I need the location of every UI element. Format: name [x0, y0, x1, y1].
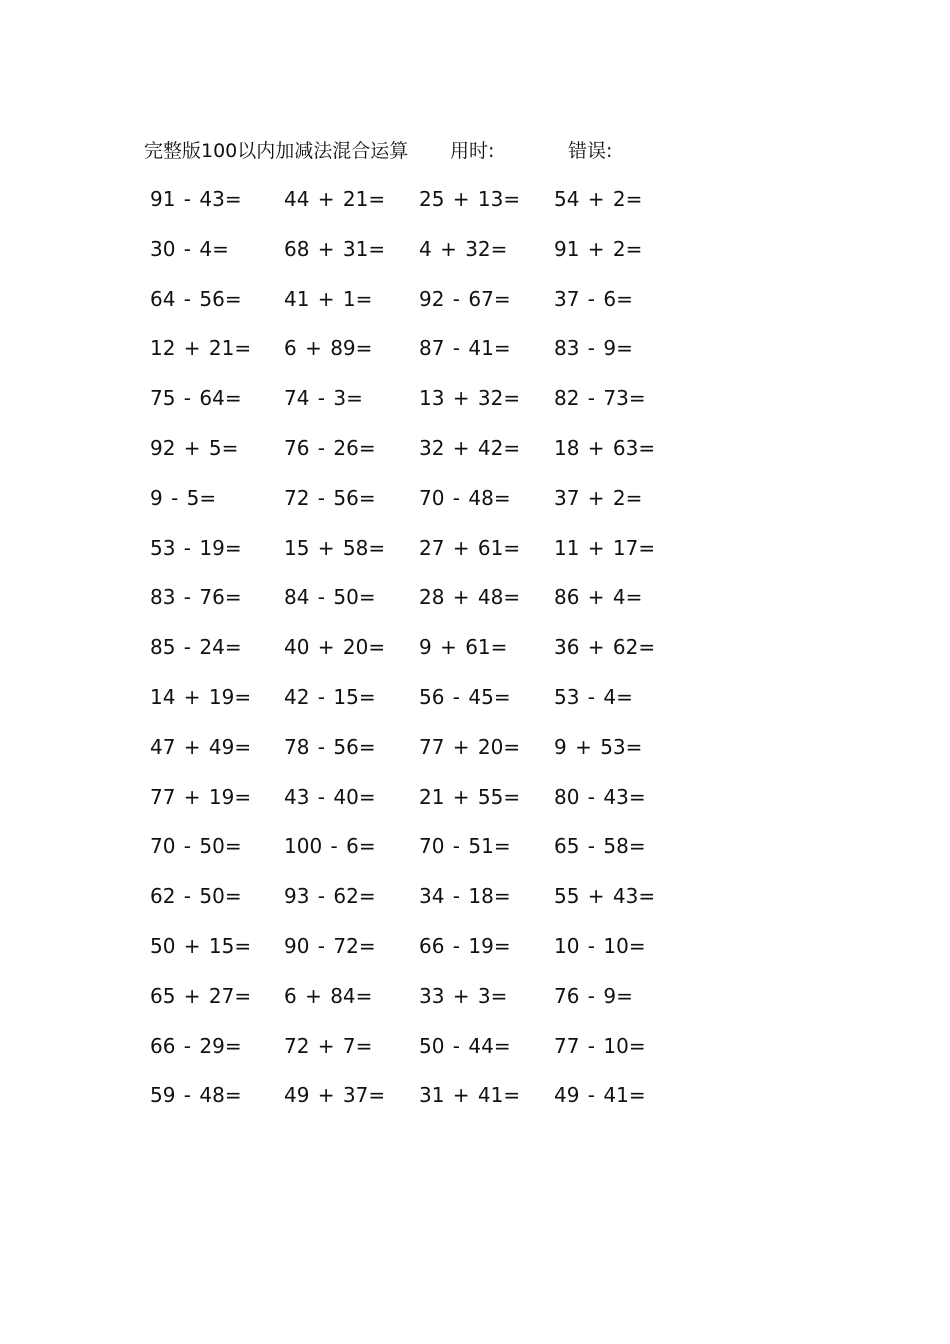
- arithmetic-problem: 14 + 19=: [150, 684, 252, 709]
- arithmetic-problem: 59 - 48=: [150, 1083, 242, 1108]
- arithmetic-problem: 12 + 21=: [150, 336, 252, 361]
- arithmetic-problem: 37 - 6=: [554, 286, 633, 311]
- time-used-label: 用时:: [450, 140, 495, 162]
- arithmetic-problem: 40 + 20=: [284, 635, 386, 660]
- arithmetic-problem: 49 + 37=: [284, 1083, 386, 1108]
- arithmetic-problem: 77 + 20=: [419, 734, 521, 759]
- arithmetic-problem: 44 + 21=: [284, 187, 386, 211]
- arithmetic-problem: 85 - 24=: [150, 635, 242, 660]
- arithmetic-problem: 25 + 13=: [419, 187, 521, 211]
- arithmetic-problem: 36 + 62=: [554, 635, 656, 660]
- arithmetic-problem: 32 + 42=: [419, 435, 521, 460]
- arithmetic-problem: 86 + 4=: [554, 585, 643, 610]
- problem-row: [138, 533, 658, 583]
- arithmetic-problem: 76 - 26=: [284, 435, 376, 460]
- arithmetic-problem: 65 + 27=: [150, 983, 252, 1008]
- arithmetic-problem: 50 + 15=: [150, 933, 252, 958]
- arithmetic-problem: 76 - 9=: [554, 983, 633, 1008]
- arithmetic-problem: 42 - 15=: [284, 684, 376, 709]
- arithmetic-problem: 92 + 5=: [150, 435, 239, 460]
- arithmetic-problem: 93 - 62=: [284, 884, 376, 909]
- arithmetic-problem: 54 + 2=: [554, 187, 643, 211]
- problem-row: [138, 881, 658, 931]
- problem-row: [138, 234, 658, 284]
- problem-row: [138, 433, 658, 483]
- arithmetic-problem: 62 - 50=: [150, 884, 242, 909]
- arithmetic-problem: 91 + 2=: [554, 236, 643, 261]
- problem-row: [138, 284, 658, 334]
- arithmetic-problem: 43 - 40=: [284, 784, 376, 809]
- problem-row: [138, 682, 658, 732]
- problem-row: [138, 483, 658, 533]
- problem-row: [138, 931, 658, 981]
- arithmetic-problem: 53 - 19=: [150, 535, 242, 560]
- arithmetic-problem: 66 - 29=: [150, 1033, 242, 1058]
- arithmetic-problem: 91 - 43=: [150, 187, 242, 211]
- problem-row: [138, 782, 658, 832]
- arithmetic-problem: 27 + 61=: [419, 535, 521, 560]
- arithmetic-problem: 53 - 4=: [554, 684, 633, 709]
- arithmetic-problem: 78 - 56=: [284, 734, 376, 759]
- arithmetic-problem: 9 + 61=: [419, 635, 508, 660]
- problem-row: [138, 333, 658, 383]
- problem-row: [138, 981, 658, 1031]
- arithmetic-problem: 31 + 41=: [419, 1083, 521, 1108]
- arithmetic-problem: 70 - 50=: [150, 834, 242, 859]
- arithmetic-problem: 66 - 19=: [419, 933, 511, 958]
- arithmetic-problem: 49 - 41=: [554, 1083, 646, 1108]
- problem-row: [138, 1080, 658, 1130]
- worksheet-title: 完整版100以内加减法混合运算: [144, 140, 409, 162]
- arithmetic-problem: 92 - 67=: [419, 286, 511, 311]
- arithmetic-problem: 65 - 58=: [554, 834, 646, 859]
- arithmetic-problem: 9 + 53=: [554, 734, 643, 759]
- arithmetic-problem: 13 + 32=: [419, 386, 521, 411]
- arithmetic-problem: 87 - 41=: [419, 336, 511, 361]
- arithmetic-problem: 72 - 56=: [284, 485, 376, 510]
- problem-row: [138, 632, 658, 682]
- problem-row: [138, 831, 658, 881]
- arithmetic-problem: 74 - 3=: [284, 386, 363, 411]
- arithmetic-problem: 37 + 2=: [554, 485, 643, 510]
- arithmetic-problem: 50 - 44=: [419, 1033, 511, 1058]
- problem-row: [138, 582, 658, 632]
- arithmetic-problem: 34 - 18=: [419, 884, 511, 909]
- arithmetic-problem: 70 - 51=: [419, 834, 511, 859]
- arithmetic-problem: 47 + 49=: [150, 734, 252, 759]
- arithmetic-problem: 83 - 76=: [150, 585, 242, 610]
- arithmetic-problem: 18 + 63=: [554, 435, 656, 460]
- problem-row: [138, 732, 658, 782]
- arithmetic-problem: 64 - 56=: [150, 286, 242, 311]
- arithmetic-problem: 77 + 19=: [150, 784, 252, 809]
- problem-row: [138, 1031, 658, 1081]
- problem-grid: [138, 184, 658, 1130]
- arithmetic-problem: 55 + 43=: [554, 884, 656, 909]
- arithmetic-problem: 11 + 17=: [554, 535, 656, 560]
- arithmetic-problem: 80 - 43=: [554, 784, 646, 809]
- arithmetic-problem: 82 - 73=: [554, 386, 646, 411]
- problem-row: [138, 184, 658, 234]
- arithmetic-problem: 75 - 64=: [150, 386, 242, 411]
- problem-row: [138, 383, 658, 433]
- arithmetic-problem: 68 + 31=: [284, 236, 386, 261]
- arithmetic-problem: 41 + 1=: [284, 286, 373, 311]
- arithmetic-problem: 77 - 10=: [554, 1033, 646, 1058]
- arithmetic-problem: 72 + 7=: [284, 1033, 373, 1058]
- arithmetic-problem: 90 - 72=: [284, 933, 376, 958]
- errors-label: 错误:: [568, 140, 613, 162]
- arithmetic-problem: 6 + 89=: [284, 336, 373, 361]
- arithmetic-problem: 10 - 10=: [554, 933, 646, 958]
- arithmetic-problem: 100 - 6=: [284, 834, 376, 859]
- arithmetic-problem: 21 + 55=: [419, 784, 521, 809]
- worksheet-header: [144, 137, 664, 165]
- arithmetic-problem: 33 + 3=: [419, 983, 508, 1008]
- arithmetic-problem: 56 - 45=: [419, 684, 511, 709]
- arithmetic-problem: 4 + 32=: [419, 236, 508, 261]
- arithmetic-problem: 70 - 48=: [419, 485, 511, 510]
- arithmetic-problem: 6 + 84=: [284, 983, 373, 1008]
- arithmetic-problem: 28 + 48=: [419, 585, 521, 610]
- arithmetic-problem: 30 - 4=: [150, 236, 229, 261]
- arithmetic-problem: 84 - 50=: [284, 585, 376, 610]
- arithmetic-problem: 15 + 58=: [284, 535, 386, 560]
- arithmetic-problem: 83 - 9=: [554, 336, 633, 361]
- arithmetic-problem: 9 - 5=: [150, 485, 217, 510]
